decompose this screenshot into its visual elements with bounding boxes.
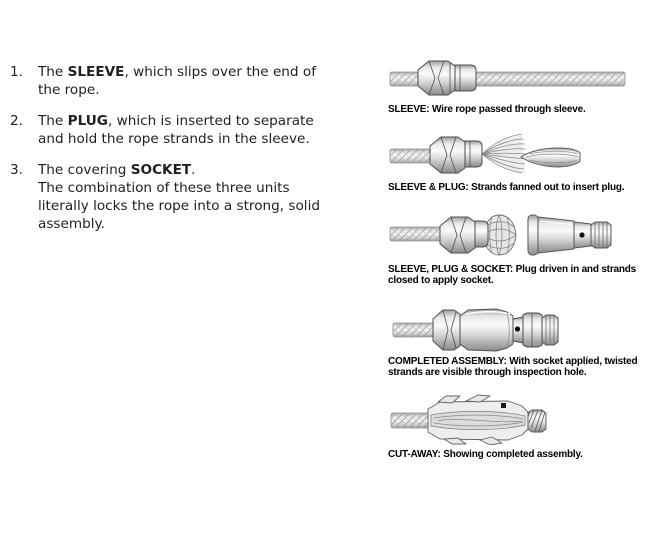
wire-rope-through-sleeve-illustration: [388, 56, 646, 102]
item-term: PLUG: [67, 113, 108, 129]
interior-strands: [431, 411, 525, 429]
strand-fan: [482, 134, 526, 174]
figure-caption: [388, 356, 644, 378]
sleeve-fitting: [440, 217, 488, 253]
wire-rope: [393, 323, 438, 337]
completed-assembly-illustration: [388, 302, 646, 354]
figure-caption: [388, 449, 644, 460]
wire-rope: [391, 413, 431, 428]
item-term: SOCKET: [130, 162, 192, 178]
caption-label: CUT-AWAY:: [388, 449, 441, 460]
caption-label: COMPLETED ASSEMBLY:: [388, 356, 507, 367]
figure-sleeve: [388, 56, 646, 115]
threaded-stub: [528, 410, 546, 432]
item-extra-text: The combination of these three units literally locks the rope into a strong, solid assembly.: [38, 180, 320, 232]
caption-label: SLEEVE, PLUG & SOCKET:: [388, 264, 514, 275]
socket: [528, 215, 611, 255]
figure-completed-assembly: [388, 302, 646, 378]
item-text: .: [191, 162, 196, 178]
figure-caption: [388, 264, 644, 286]
caption-label: SLEEVE:: [388, 104, 430, 115]
list-item-number: 2.: [10, 113, 23, 129]
plug: [521, 148, 580, 167]
list-item-sleeve: [10, 63, 344, 99]
inspection-hole: [515, 326, 520, 331]
caption-label: SLEEVE & PLUG:: [388, 182, 469, 193]
strands-fanned-with-plug-illustration: [388, 130, 646, 180]
wire-rope: [390, 149, 430, 163]
sleeve-fitting: [430, 137, 482, 173]
plug-driven-socket-ready-illustration: [388, 210, 646, 262]
list-item-socket: [10, 161, 344, 233]
figure-sleeve-plug-socket: [388, 210, 646, 286]
list-item-text: [38, 63, 340, 99]
figure-caption: [388, 104, 644, 115]
item-term: SLEEVE: [67, 64, 125, 80]
list-item-number: 1.: [10, 64, 23, 80]
wire-rope: [390, 227, 442, 241]
caption-text: Strands fanned out to insert plug.: [471, 182, 625, 193]
inspection-hole: [579, 232, 584, 237]
figure-cut-away: [388, 393, 646, 460]
item-text: The: [38, 64, 68, 80]
item-text: , which is inserted to separate and hold the rope strands in the sleeve.: [38, 113, 314, 147]
item-text: The covering: [38, 162, 131, 178]
list-item-number: 3.: [10, 162, 23, 178]
caption-text: Showing completed assembly.: [443, 449, 583, 460]
list-item-plug: [10, 112, 344, 148]
inspection-port: [501, 403, 506, 408]
item-text: The: [38, 113, 68, 129]
figure-sleeve-plug: [388, 130, 646, 193]
list-item-text: [38, 112, 340, 148]
instruction-list: [10, 63, 344, 246]
figure-caption: [388, 182, 644, 193]
item-text: , which slips over the end of the rope.: [38, 64, 316, 98]
sleeve-fitting: [418, 61, 476, 95]
cut-away-assembly-illustration: [388, 393, 646, 447]
caption-text: Wire rope passed through sleeve.: [431, 104, 586, 115]
assembly-body: [433, 309, 558, 351]
list-item-text: [38, 161, 340, 233]
caption-text: Plug driven in and strands closed to apply socket.: [388, 264, 637, 286]
caption-text: With socket applied, twisted strands are visible through inspection hole.: [388, 356, 638, 378]
